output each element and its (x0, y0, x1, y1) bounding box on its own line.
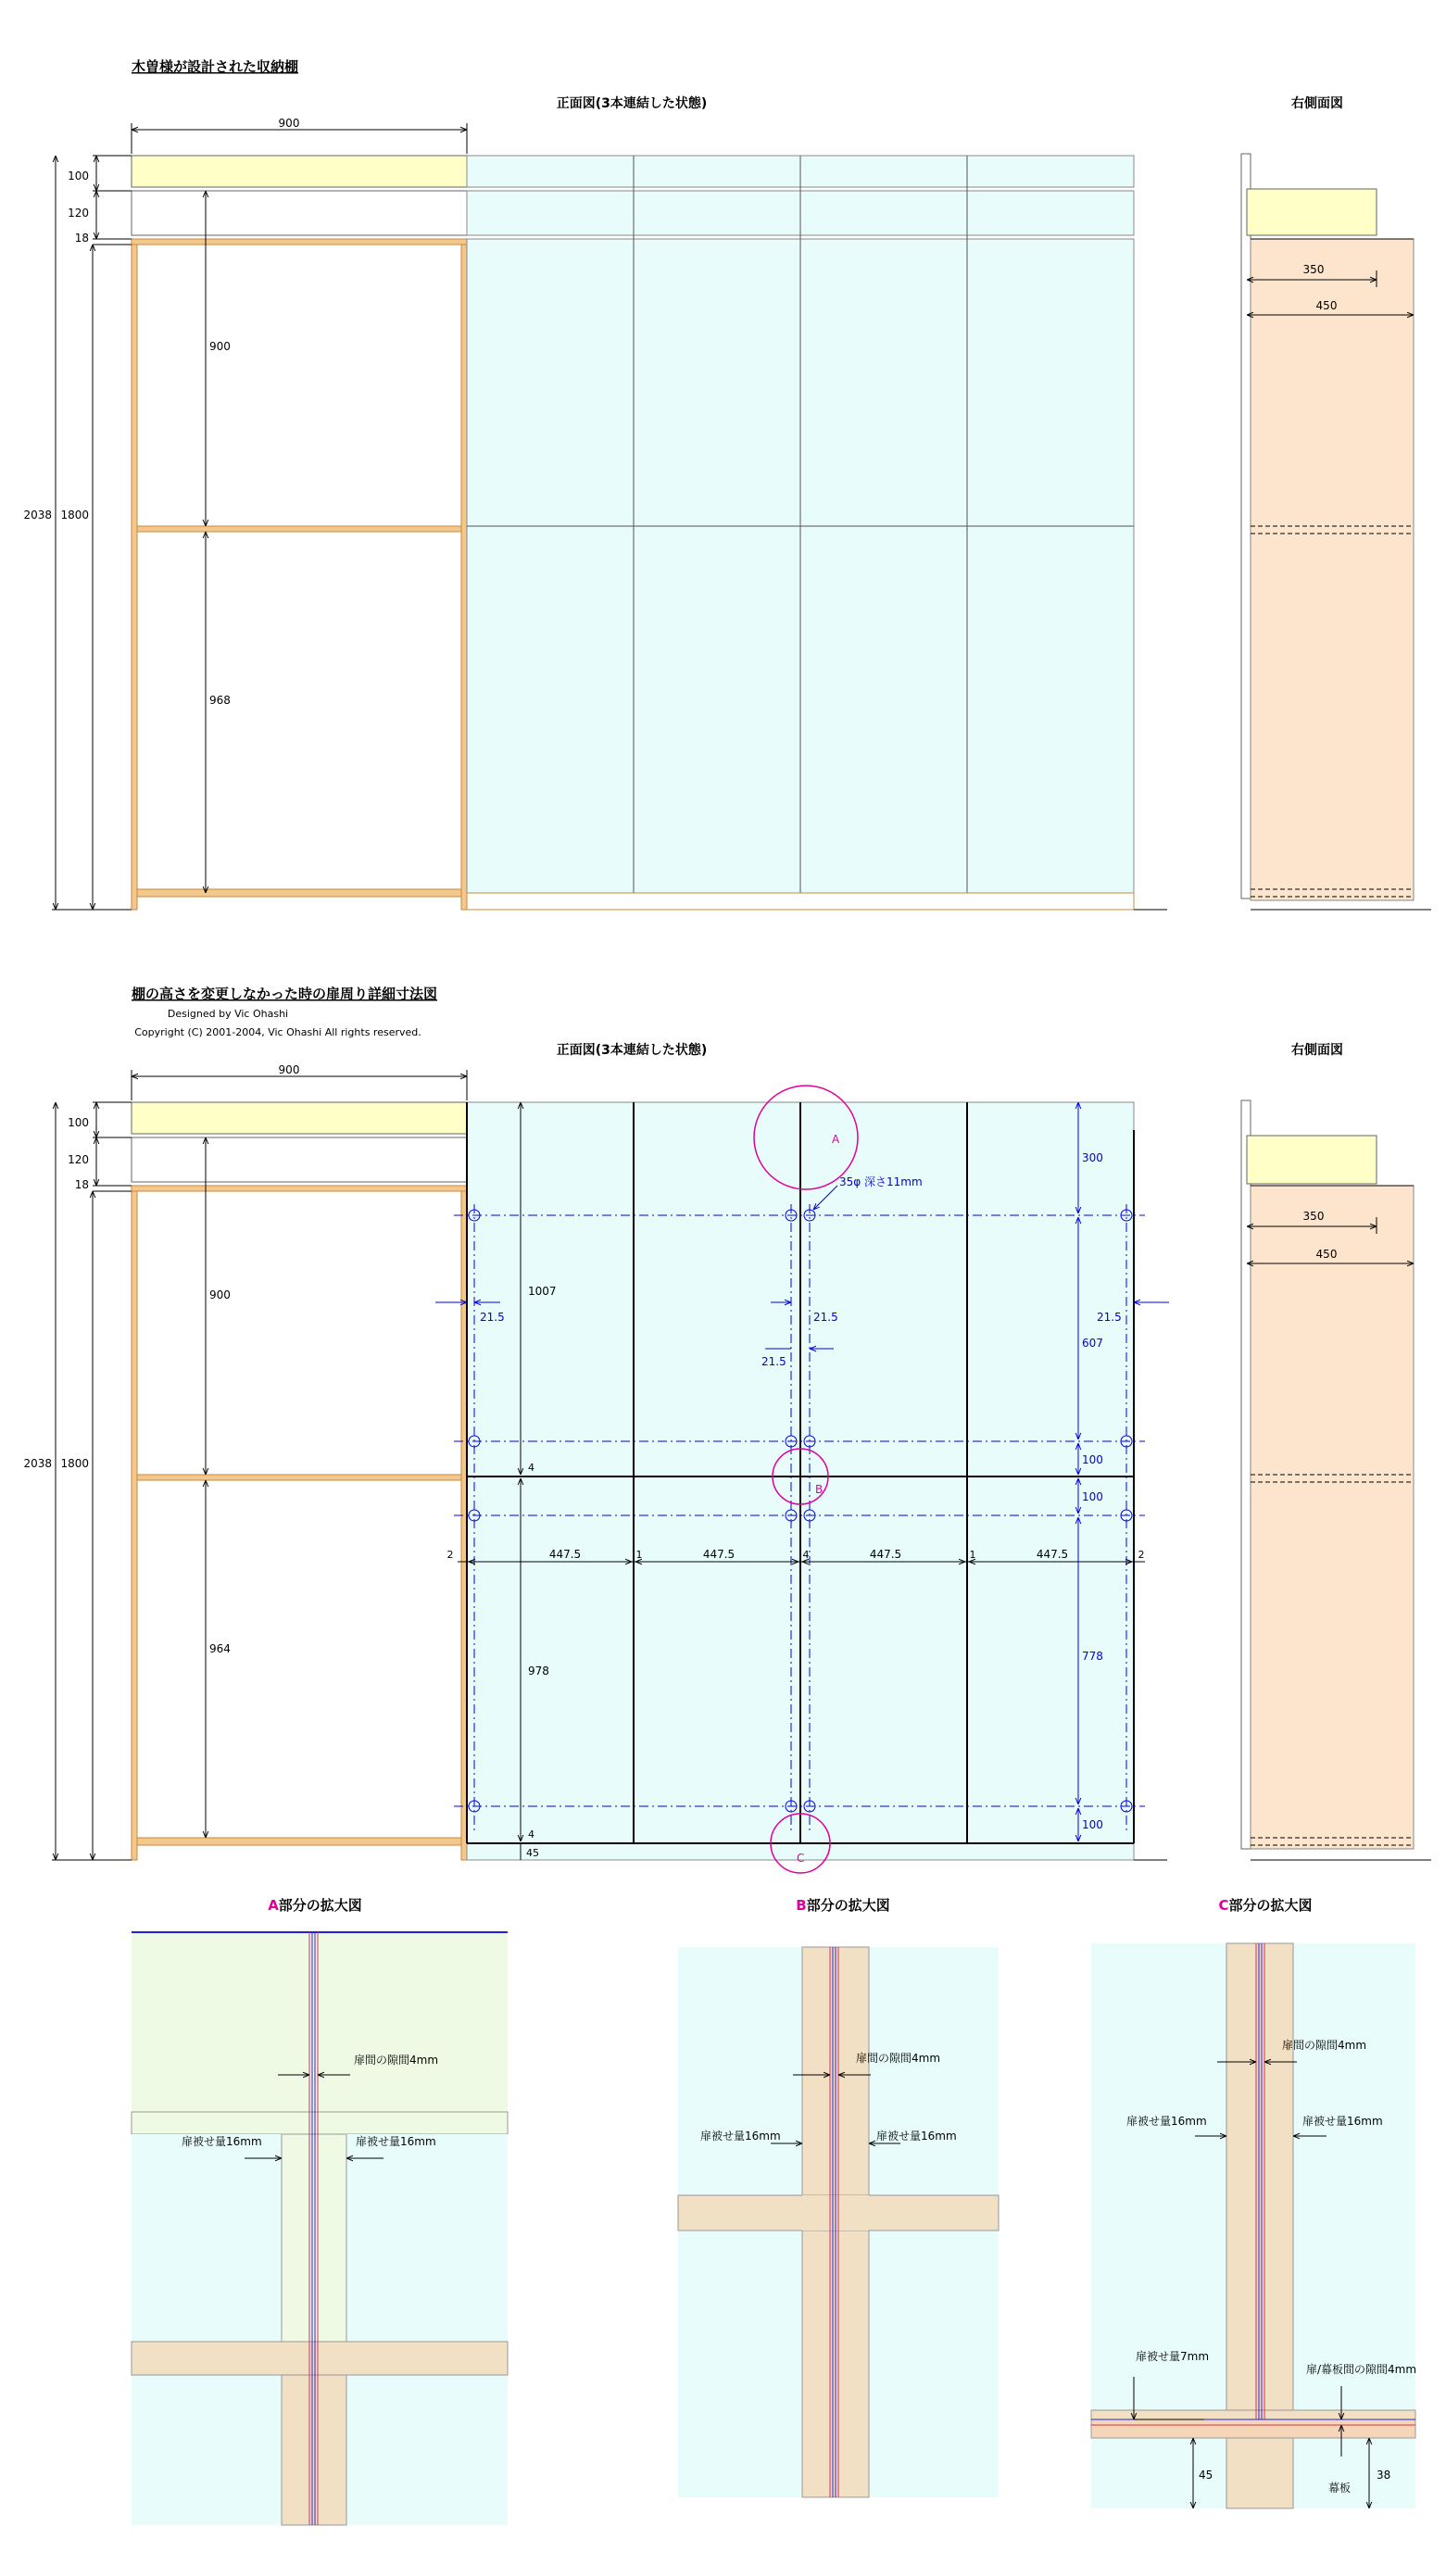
side-board-left (132, 245, 137, 910)
dim-gap-bottom: 4 (528, 1828, 534, 1841)
callout-b-label: B (815, 1483, 824, 1496)
side-body (1251, 239, 1414, 900)
side-dim-350: 350 (1302, 263, 1325, 276)
dim-lower: 968 (209, 694, 231, 707)
detail-c-base-label: 幕板 (1327, 2482, 1352, 2494)
dim-r100b: 100 (1082, 1490, 1103, 1503)
section2-credit-designer: Designed by Vic Ohashi (167, 1008, 289, 1020)
dim-gap-mid: 4 (528, 1462, 534, 1474)
section1-side-caption: 右側面図 (1291, 96, 1343, 111)
top-cabinet-left (132, 1102, 467, 1134)
detail-a (132, 1932, 508, 2525)
top-board-left (132, 239, 467, 245)
dim-upper: 900 (209, 1288, 231, 1301)
side-back-board (1241, 154, 1251, 898)
dim-r100a: 100 (1082, 1453, 1103, 1466)
detail-titles (268, 1897, 1312, 1914)
dim-h120: 120 (68, 1153, 89, 1166)
bottom-board-left (137, 889, 461, 897)
hole-note: 35φ 深さ11mm (839, 1175, 923, 1188)
dim-h18: 18 (74, 1178, 89, 1191)
side-back-board (1241, 1100, 1251, 1849)
section2-credit-copyright: Copyright (C) 2001-2004, Vic Ohashi All rights reserved. (134, 1026, 421, 1038)
section1-front-caption: 正面図(3本連結した状態) (556, 96, 708, 111)
section2-front-elevation (52, 1086, 1167, 1873)
hinge-offset-left: 21.5 (480, 1311, 505, 1324)
detail-a-overlap-left: 扉被せ量16mm (182, 2135, 262, 2148)
dim-h100: 100 (68, 1116, 89, 1129)
detail-a-upper-panel (132, 1932, 508, 2112)
dim-door-width-4: 447.5 (1036, 1548, 1069, 1561)
dim-gap-4c: 4 (802, 1549, 810, 1561)
dim-h120: 120 (68, 207, 89, 220)
side-top-cabinet (1247, 1136, 1377, 1184)
detail-a-shelf (132, 2342, 508, 2375)
side-board-left (132, 1191, 137, 1860)
shelf-left (137, 526, 461, 532)
dim-total: 2038 (23, 1457, 52, 1470)
callout-c-label: C (797, 1852, 805, 1865)
detail-c (1091, 1943, 1416, 2508)
detail-c-title: C部分の拡大図 (1218, 1897, 1313, 1914)
dim-h18: 18 (74, 232, 89, 245)
detail-c-base-rail (1091, 2419, 1415, 2438)
detail-c-45: 45 (1199, 2469, 1213, 2482)
detail-b-door-gap-label: 扉間の隙間4mm (856, 2052, 941, 2065)
section1 (23, 58, 1431, 910)
mid-box-left (132, 191, 467, 235)
dim-door-width-2: 447.5 (702, 1548, 736, 1561)
dim-width: 900 (278, 117, 300, 130)
hinge-offset-mid-right: 21.5 (813, 1311, 838, 1324)
plinth-section1 (467, 893, 1134, 910)
detail-a-title: A部分の拡大図 (268, 1897, 362, 1914)
detail-a-overlap-right: 扉被せ量16mm (356, 2135, 436, 2148)
dim-body: 1800 (60, 509, 89, 521)
dim-r778: 778 (1082, 1650, 1103, 1663)
dim-upper: 900 (209, 340, 231, 353)
dim-body: 1800 (60, 1457, 89, 1470)
detail-b-overlap-left: 扉被せ量16mm (700, 2130, 781, 2142)
section2-side-view (1241, 1100, 1431, 1860)
detail-c-overlap7: 扉被せ量7mm (1136, 2350, 1210, 2363)
dim-lower: 964 (209, 1642, 231, 1655)
dim-plinth: 45 (526, 1847, 539, 1859)
detail-c-post (1226, 1943, 1293, 2419)
detail-a-door-gap-label: 扉間の隙間4mm (354, 2054, 439, 2067)
detail-b-title: B部分の拡大図 (796, 1897, 890, 1914)
dim-gap-1b: 1 (969, 1549, 976, 1561)
dim-door-lower: 978 (528, 1665, 549, 1678)
section2-title: 棚の高さを変更しなかった時の扉周り詳細寸法図 (132, 986, 438, 1002)
top-cabinet-left (132, 156, 467, 187)
dim-width: 900 (278, 1063, 300, 1076)
section2 (23, 986, 1431, 1873)
dim-door-width-1: 447.5 (548, 1548, 582, 1561)
detail-c-door-gap-label: 扉間の隙間4mm (1282, 2039, 1367, 2052)
bottom-board-left (137, 1838, 461, 1845)
dim-r607: 607 (1082, 1337, 1103, 1350)
dim-edge-gap-left: 2 (446, 1549, 454, 1561)
callout-a-label: A (832, 1133, 840, 1146)
detail-b (678, 1947, 999, 2497)
detail-c-overlap-right: 扉被せ量16mm (1302, 2115, 1383, 2128)
side-top-cabinet (1247, 189, 1377, 235)
dim-edge-gap-right: 2 (1138, 1549, 1145, 1561)
detail-c-38: 38 (1377, 2469, 1391, 2482)
side-dim-350: 350 (1302, 1210, 1325, 1223)
detail-c-overlap-left: 扉被せ量16mm (1126, 2115, 1207, 2128)
dim-total: 2038 (23, 509, 52, 521)
dim-r100c: 100 (1082, 1818, 1103, 1831)
dim-h100: 100 (68, 170, 89, 182)
top-board-left (132, 1186, 467, 1191)
hinge-offset-mid-left: 21.5 (761, 1355, 786, 1368)
dim-r300: 300 (1082, 1151, 1103, 1164)
section1-front-elevation (52, 156, 1167, 910)
section1-title: 木曽様が設計された収納棚 (132, 58, 299, 75)
detail-b-overlap-right: 扉被せ量16mm (876, 2130, 957, 2142)
dim-gap-1a: 1 (635, 1549, 643, 1561)
side-board-left-inner (461, 245, 467, 910)
dim-door-width-3: 447.5 (869, 1548, 902, 1561)
detail-c-door-base-gap: 扉/幕板間の隙間4mm (1306, 2363, 1417, 2376)
side-dim-450: 450 (1315, 1248, 1338, 1261)
mid-box-left (132, 1137, 467, 1182)
shelf-left (137, 1475, 461, 1480)
side-body (1251, 1186, 1414, 1849)
hinge-offset-right: 21.5 (1097, 1311, 1122, 1324)
side-dim-450: 450 (1315, 299, 1338, 312)
section1-side-view (1241, 154, 1431, 910)
section2-side-caption: 右側面図 (1291, 1043, 1343, 1058)
section2-front-caption: 正面図(3本連結した状態) (556, 1043, 708, 1058)
dim-door-upper: 1007 (528, 1285, 557, 1298)
